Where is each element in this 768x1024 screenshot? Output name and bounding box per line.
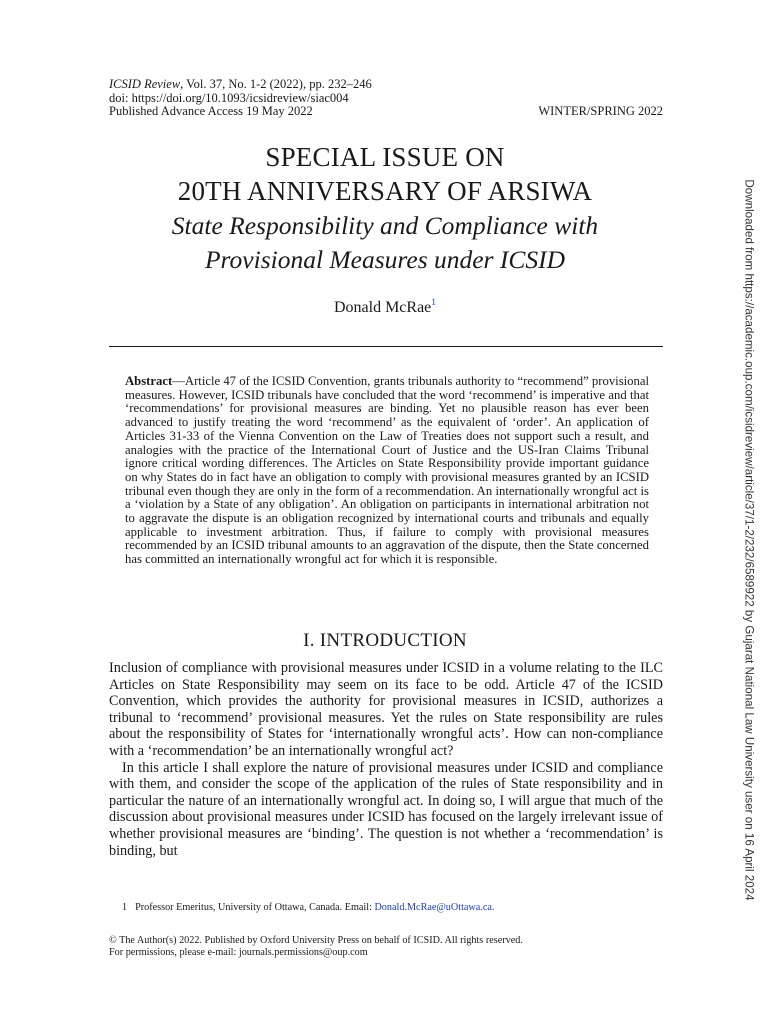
permissions-line: For permissions, please e-mail: journals.permissions@oup.com — [109, 947, 368, 958]
section-heading: I. INTRODUCTION — [303, 630, 467, 651]
citation-line — [109, 78, 663, 92]
running-header — [109, 78, 663, 119]
subtitle-line-1: State Responsibility and Compliance with — [171, 211, 599, 240]
footnote-email-link[interactable]: Donald.McRae@uOttawa.ca. — [374, 902, 495, 913]
abstract-label: Abstract — [125, 374, 173, 388]
issue-label: WINTER/SPRING 2022 — [538, 104, 663, 118]
advance-access-date: Published Advance Access 19 May 2022 — [109, 104, 313, 118]
title-line-2: 20TH ANNIVERSARY OF ARSIWA — [177, 176, 593, 206]
paragraph-2: In this article I shall explore the nature of provisional measures under ICSID and compliance with them, and consider the scope of the application of the rules of State responsibility and in particular the nature of an internationally wrongful act. In doing so, I will argue that much of the discussion about provisional measures under ICSID has focused on the largely irrelevant issue of whether provisional measures are ‘binding’. The question is not whether a ‘recommendation’ is binding, but — [109, 759, 663, 859]
footnote — [122, 902, 494, 913]
doi-line: doi: https://doi.org/10.1093/icsidreview/siac004 — [109, 90, 349, 105]
footnote-number: 1 — [122, 902, 128, 913]
access-row — [109, 105, 663, 119]
footnote-text: Professor Emeritus, University of Ottawa, Canada. Email: — [135, 902, 375, 913]
copyright-notice — [109, 935, 523, 959]
copyright-line: © The Author(s) 2022. Published by Oxford University Press on behalf of ICSID. All rights reserved. — [109, 935, 523, 946]
title-line-1: SPECIAL ISSUE ON — [265, 142, 505, 172]
paragraph-1: Inclusion of compliance with provisional measures under ICSID in a volume relating to the ILC Articles on State Responsibility may seem on its face to be odd. Article 47 of the ICSID Convention, which provides the authority for provisional measures in ICSID, authorizes a tribunal to ‘recommend’ provisional measures. Yet the rules on State responsibility are rules about the responsibility of States for ‘internationally wrongful acts’. How can non-compliance with a ‘recommendation’ be an internationally wrongful act? — [109, 660, 663, 759]
author-name: Donald McRae — [333, 299, 432, 316]
article-title — [100, 140, 670, 276]
citation-details: , Vol. 37, No. 1-2 (2022), pp. 232–246 — [180, 77, 372, 91]
journal-name: ICSID Review — [109, 77, 181, 91]
author-byline — [100, 298, 670, 317]
subtitle-line-2: Provisional Measures under ICSID — [204, 245, 566, 274]
download-watermark: Downloaded from https://academic.oup.com/icsidreview/article/37/1-2/232/6589922 by Gujarat National Law University user on 16 April 2024 — [742, 179, 756, 901]
author-footnote-link[interactable]: 1 — [431, 298, 437, 308]
title-divider — [109, 346, 663, 347]
section-body — [109, 660, 663, 859]
abstract-text: —Article 47 of the ICSID Convention, grants tribunals authority to “recommend” provisional measures. However, ICSID tribunals have concluded that the word ‘recommend’ is imperative and that ‘recommendations’ for provisional measures are binding. Yet no plausible reason has ever been advanced to justify treating the word ‘recommend’ as the equivalent of ‘order’. An application of Articles 31-33 of the Vienna Convention on the Law of Treaties does not support such a result, and analogies with the practice of the International Court of Justice and the US-Iran Claims Tribunal ignore critical wording differences. The Articles on State Responsibility provide important guidance on why States do in fact have an obligation to comply with provisional measures granted by an ICSID tribunal even though they are only in the form of a recommendation. An internationally wrongful act is a ‘violation by a State of any obligation’. An obligation on participants in international arbitration not to aggravate the dispute is an obligation recognized by international courts and tribunals and equally applicable to investment arbitration. Thus, if failure to comply with provisional measures recommended by an ICSID tribunal amounts to an aggravation of the dispute, then the State concerned has committed an internationally wrongful act for which it is responsible. — [125, 374, 649, 567]
abstract — [125, 375, 649, 567]
